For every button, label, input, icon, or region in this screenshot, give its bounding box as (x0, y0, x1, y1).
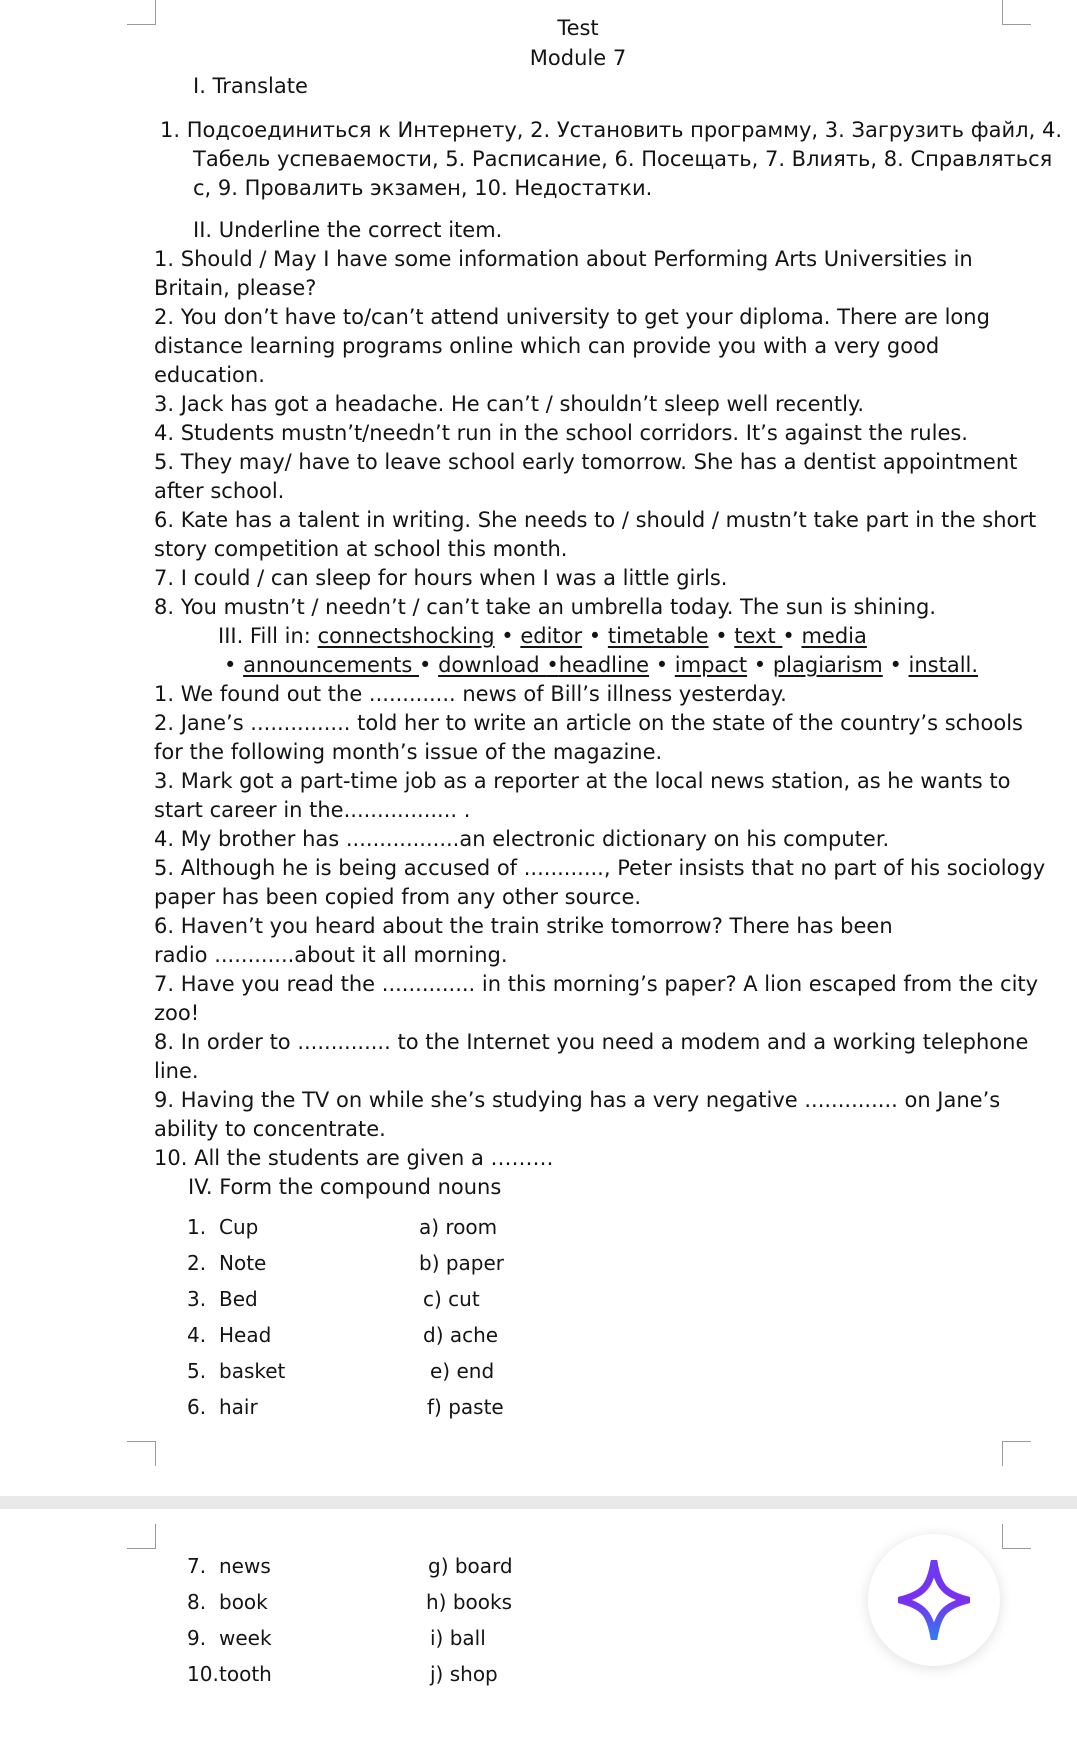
exercise-item: 5. They may/ have to leave school early tomorrow. She has a dentist appointment (154, 450, 1018, 474)
match-word: tooth (219, 1662, 272, 1686)
exercise-item: 3. Jack has got a headache. He can’t / shouldn’t sleep well recently. (154, 392, 865, 416)
exercise-item: 1. We found out the ............. news of Bill’s illness yesterday. (154, 682, 787, 706)
exercise-line: start career in the................. . (154, 798, 471, 822)
match-word: Head (219, 1323, 272, 1347)
exercise-item: 6. Kate has a talent in writing. She needs to / should / mustn’t take part in the short (154, 508, 1037, 532)
answer-options: don’t have to/can’t (223, 305, 424, 329)
match-word: book (219, 1590, 268, 1614)
match-option: c) cut (423, 1287, 480, 1311)
match-option: e) end (430, 1359, 495, 1383)
section-heading-compound-nouns: IV. Form the compound nouns (188, 1175, 502, 1199)
ai-assistant-button[interactable] (868, 1534, 1000, 1666)
match-number: 1. (187, 1215, 207, 1239)
section-heading-underline: II. Underline the correct item. (193, 218, 503, 242)
exercise-line: line. (154, 1059, 199, 1083)
word-bank-item: connectshocking (317, 624, 495, 648)
match-number: 8. (187, 1590, 207, 1614)
section-heading-fill-in: III. Fill in: (218, 624, 318, 648)
answer-options: needs to / should / mustn’t (524, 508, 807, 532)
match-option: g) board (428, 1554, 513, 1578)
match-word: Cup (219, 1215, 259, 1239)
word-bank-item: text (734, 624, 783, 648)
match-number: 10. (187, 1662, 219, 1686)
match-word: week (219, 1626, 272, 1650)
word-bank-item: announcements (243, 653, 420, 677)
exercise-item: 3. Mark got a part-time job as a reporter at the local news station, as he wants to (154, 769, 1011, 793)
exercise-item: 4. My brother has .................an electronic dictionary on his computer. (154, 827, 890, 851)
translate-line: с, 9. Провалить экзамен, 10. Недостатки. (193, 176, 653, 200)
exercise-line: for the following month’s issue of the magazine. (154, 740, 663, 764)
word-bank-item: media (801, 624, 867, 648)
match-option: d) ache (423, 1323, 499, 1347)
exercise-line: story competition at school this month. (154, 537, 568, 561)
match-word: Note (219, 1251, 267, 1275)
word-bank-item: plagiarism (772, 653, 883, 677)
exercise-item: 1. Should / May I have some information about Performing Arts Universities in (154, 247, 973, 271)
sparkle-icon (898, 1560, 970, 1640)
exercise-line: distance learning programs online which can provide you with a very good (154, 334, 940, 358)
word-bank: III. Fill in: connectshocking • editor • timetable • text • media (218, 624, 867, 648)
match-option: f) paste (427, 1395, 504, 1419)
exercise-line: Britain, please? (154, 276, 317, 300)
exercise-item: 2. Jane’s ............... told her to write an article on the state of the country’s schools (154, 711, 1023, 735)
answer-options: can’t / shouldn’t (486, 392, 658, 416)
doc-title: Test (557, 16, 599, 40)
word-bank-item: download (438, 653, 547, 677)
match-option: j) shop (430, 1662, 498, 1686)
word-bank: • announcements • download •headline • impact • plagiarism • install. (224, 653, 979, 677)
exercise-item: 5. Although he is being accused of ............, Peter insists that no part of his sociology (154, 856, 1046, 880)
match-number: 5. (187, 1359, 207, 1383)
match-word: news (219, 1554, 271, 1578)
translate-line: 1. Подсоединиться к Интернету, 2. Установить программу, 3. Загрузить файл, 4. (160, 118, 1062, 142)
page-corner-mark (127, 1441, 156, 1466)
word-bank-item: install. (908, 653, 979, 677)
page-corner-mark (127, 1524, 156, 1549)
translate-line: Табель успеваемости, 5. Расписание, 6. Посещать, 7. Влиять, 8. Справляться (193, 147, 1053, 171)
match-word: hair (219, 1395, 258, 1419)
match-number: 9. (187, 1626, 207, 1650)
match-option: i) ball (430, 1626, 486, 1650)
exercise-item: 4. Students mustn’t/needn’t run in the school corridors. It’s against the rules. (154, 421, 968, 445)
exercise-item: 10. All the students are given a ……… (154, 1146, 554, 1170)
word-bank-item: timetable (607, 624, 709, 648)
exercise-item: 7. Have you read the .............. in this morning’s paper? A lion escaped from the city (154, 972, 1039, 996)
page-separator (0, 1496, 1077, 1509)
doc-subtitle: Module 7 (529, 46, 627, 70)
match-number: 7. (187, 1554, 207, 1578)
exercise-item: 7. I could / can sleep for hours when I was a little girls. (154, 566, 728, 590)
page-corner-mark (1002, 1524, 1031, 1549)
exercise-item: 9. Having the TV on while she’s studying has a very negative .............. on Jane’s (154, 1088, 1001, 1112)
answer-options: mustn’t/needn’t (281, 421, 450, 445)
match-word: Bed (219, 1287, 258, 1311)
word-bank-item: headline (558, 653, 650, 677)
match-option: b) paper (419, 1251, 505, 1275)
answer-options: Should / May (180, 247, 317, 271)
match-word: basket (219, 1359, 286, 1383)
exercise-line: radio ............about it all morning. (154, 943, 508, 967)
exercise-item: 2. You don’t have to/can’t attend university to get your diploma. There are long (154, 305, 990, 329)
exercise-item: 8. In order to .............. to the Internet you need a modem and a working telephone (154, 1030, 1029, 1054)
exercise-line: ability to concentrate. (154, 1117, 386, 1141)
answer-options: may/ have to (238, 450, 378, 474)
exercise-item: 8. You mustn’t / needn’t / can’t take an umbrella today. The sun is shining. (154, 595, 937, 619)
match-number: 4. (187, 1323, 207, 1347)
answer-options: could / can (193, 566, 309, 590)
match-number: 2. (187, 1251, 207, 1275)
exercise-line: education. (154, 363, 265, 387)
match-number: 6. (187, 1395, 207, 1419)
exercise-line: after school. (154, 479, 285, 503)
page-corner-mark (1002, 1441, 1031, 1466)
match-number: 3. (187, 1287, 207, 1311)
answer-options: mustn’t / needn’t / can’t (223, 595, 479, 619)
match-option: h) books (426, 1590, 513, 1614)
word-bank-item: impact (674, 653, 748, 677)
exercise-line: zoo! (154, 1001, 200, 1025)
section-heading-translate: I. Translate (193, 74, 308, 98)
word-bank-item: editor (520, 624, 583, 648)
exercise-line: paper has been copied from any other source. (154, 885, 642, 909)
exercise-item: 6. Haven’t you heard about the train strike tomorrow? There has been (154, 914, 893, 938)
match-option: a) room (419, 1215, 498, 1239)
